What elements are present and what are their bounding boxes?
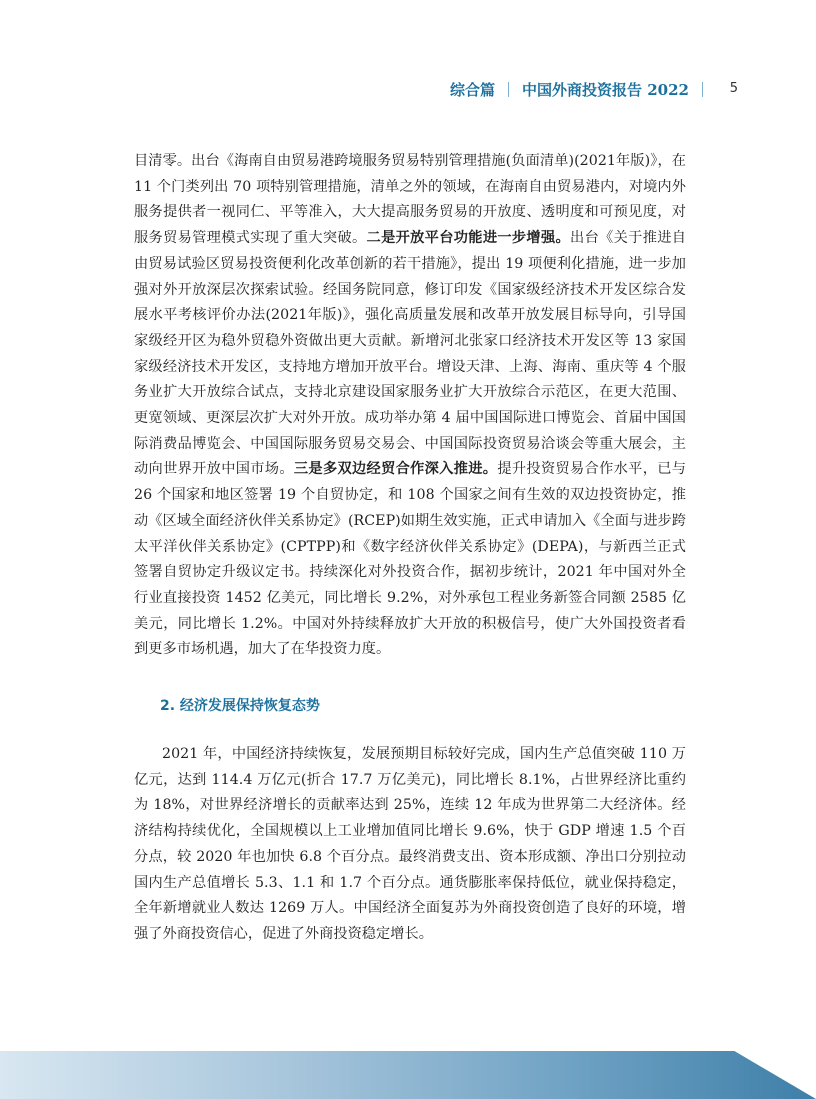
running-header: [450, 78, 738, 100]
bold-lead-open-platform: 二是开放平台功能进一步增强。: [366, 230, 571, 247]
footer-decoration-band: [0, 1051, 816, 1099]
section-heading: 2. 经济发展保持恢复态势: [160, 698, 320, 715]
header-divider-right: [702, 82, 703, 97]
header-divider: [508, 82, 509, 97]
section-label: 综合篇: [450, 80, 496, 99]
paragraph-text: 目清零。出台《海南自由贸易港跨境服务贸易特别管理措施(负面清单)(2021年版)》，在 11 个门类列出 70 项特别管理措施，清单之外的领域，在海南自由贸易港内，对境内外服务提供者一视同仁、平等准入，大大提高服务贸易的开放度、透明度和可预见度，对服务贸易管理模式实现了重大突破。: [134, 153, 686, 247]
bold-lead-economic-cooperation: 三是多双边经贸合作深入推进。: [293, 461, 498, 478]
paragraph-text: 出台《关于推进自由贸易试验区贸易投资便利化改革创新的若干措施》，提出 19 项便利化措施，进一步加强对外开放深层次探索试验。经国务院同意，修订印发《国家级经济技术开发区综合发展水平考核评价办法(2021年版)》，强化高质量发展和改革开放发展目标导向，引导国家级经开区为稳外贸稳外资做出更大贡献。新增河北张家口经济技术开发区等 13 家国家级经济技术开发区，支持地方增加开放平台。增设天津、上海、海南、重庆等 4 个服务业扩大开放综合试点，支持北京建设国家服务业扩大开放综合示范区，在更大范围、更宽领域、更深层次扩大对外开放。成功举办第 4 届中国国际进口博览会、首届中国国际消费品博览会、中国国际服务贸易交易会、中国国际投资贸易洽谈会等重大展会，主动向世界开放中国市场。: [134, 230, 687, 478]
page-body: [134, 149, 686, 948]
report-title: 中国外商投资报告 2022: [522, 80, 689, 99]
body-paragraph-2: 2021 年，中国经济持续恢复，发展预期目标较好完成，国内生产总值突破 110 万亿元，达到 114.4 万亿元(折合 17.7 万亿美元)，同比增长 8.1%，占世界经济比重约为 18%，对世界经济增长的贡献率达到 25%，连续 12 年成为世界第二大经济体。经济结构持续优化，全国规模以上工业增加值同比增长 9.6%，快于 GDP 增速 1.5 个百分点，较 2020 年也加快 6.8 个百分点。最终消费支出、资本形成额、净出口分别拉动国内生产总值增长 5.3、1.1 和 1.7 个百分点。通货膨胀率保持低位，就业保持稳定，全年新增就业人数达 1269 万人。中国经济全面复苏为外商投资创造了良好的环境，增强了外商投资信心，促进了外商投资稳定增长。: [134, 746, 686, 942]
body-paragraph-1: [134, 149, 686, 663]
paragraph-text: 提升投资贸易合作水平，已与 26 个国家和地区签署 19 个自贸协定，和 108 个国家之间有生效的双边投资协定，推动《区域全面经济伙伴关系协定》(RCEP)如期生效实施，正式申请加入《全面与进步跨太平洋伙伴关系协定》(CPTPP)和《数字经济伙伴关系协定》(DEPA)，与新西兰正式签署自贸协定升级议定书。持续深化对外投资合作，据初步统计，2021 年中国对外全行业直接投资 1452 亿美元，同比增长 9.2%，对外承包工程业务新签合同额 2585 亿美元，同比增长 1.2%。中国对外持续释放扩大开放的积极信号，使广大外国投资者看到更多市场机遇，加大了在华投资力度。: [134, 461, 687, 658]
page-number: 5: [729, 81, 738, 96]
